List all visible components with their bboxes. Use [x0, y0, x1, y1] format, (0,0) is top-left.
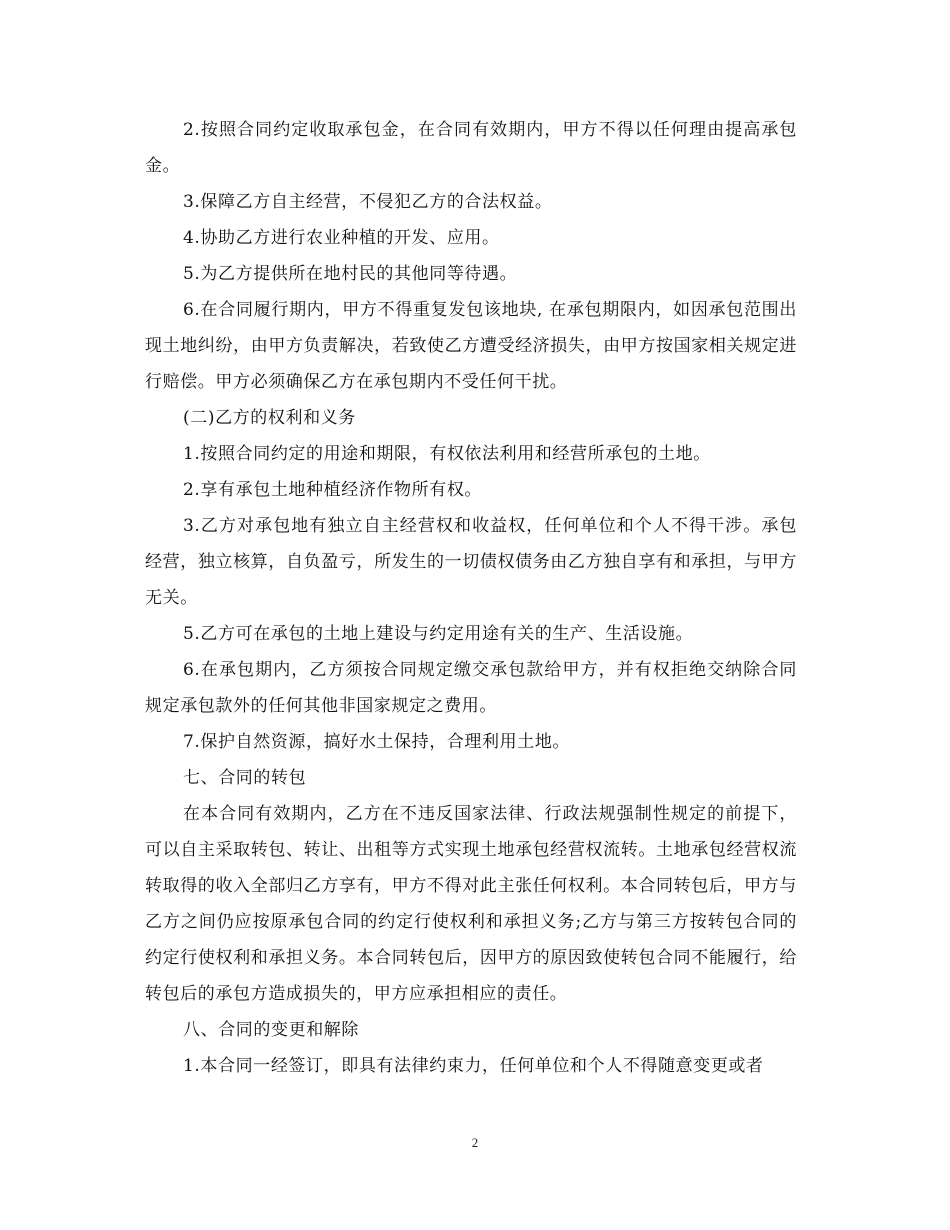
section-heading-tenant-rights: (二)乙方的权利和义务 — [183, 408, 356, 428]
paragraph-landlord-right-5: 5.为乙方提供所在地村民的其他同等待遇。 — [183, 264, 518, 284]
section-heading-change-termination: 八、合同的变更和解除 — [183, 1020, 359, 1040]
paragraph-landlord-right-2: 2.按照合同约定收取承包金，在合同有效期内，甲方不得以任何理由提高承包金。 — [145, 120, 797, 176]
paragraph-tenant-right-7: 7.保护自然资源，搞好水土保持，合理利用土地。 — [183, 732, 571, 752]
paragraph-tenant-right-3: 3.乙方对承包地有独立自主经营权和收益权，任何单位和个人不得干涉。承包经营，独立核算，自负盈亏，所发生的一切债权债务由乙方独自享有和承担，与甲方无关。 — [145, 516, 797, 608]
paragraph-subcontract-body: 在本合同有效期内，乙方在不违反国家法律、行政法规强制性规定的前提下，可以自主采取转包、转让、出租等方式实现土地承包经营权流转。土地承包经营权流转取得的收入全部归乙方享有，甲方不得对此主张任何权利。本合同转包后，甲方与乙方之间仍应按原承包合同的约定行使权利和承担义务;乙方与第三方按转包合同的约定行使权利和承担义务。本合同转包后，因甲方的原因致使转包合同不能履行，给转包后的承包方造成损失的，甲方应承担相应的责任。 — [145, 804, 797, 1004]
document-body — [145, 112, 797, 1084]
section-heading-subcontract: 七、合同的转包 — [183, 768, 307, 788]
paragraph-tenant-right-6: 6.在承包期内，乙方须按合同规定缴交承包款给甲方，并有权拒绝交纳除合同规定承包款外的任何其他非国家规定之费用。 — [145, 660, 797, 716]
paragraph-tenant-right-2: 2.享有承包土地种植经济作物所有权。 — [183, 480, 483, 500]
paragraph-tenant-right-5: 5.乙方可在承包的土地上建设与约定用途有关的生产、生活设施。 — [183, 624, 694, 644]
paragraph-landlord-right-6: 6.在合同履行期内，甲方不得重复发包该地块, 在承包期限内，如因承包范围出现土地纠纷，由甲方负责解决，若致使乙方遭受经济损失，由甲方按国家相关规定进行赔偿。甲方必须确保乙方在承包期内不受任何干扰。 — [145, 300, 797, 392]
paragraph-landlord-right-4: 4.协助乙方进行农业种植的开发、应用。 — [183, 228, 500, 248]
paragraph-tenant-right-1: 1.按照合同约定的用途和期限，有权依法利用和经营所承包的土地。 — [183, 444, 711, 464]
page-number: 2 — [471, 1135, 479, 1150]
paragraph-landlord-right-3: 3.保障乙方自主经营，不侵犯乙方的合法权益。 — [183, 192, 553, 212]
paragraph-change-termination-1: 1.本合同一经签订，即具有法律约束力，任何单位和个人不得随意变更或者 — [183, 1056, 764, 1076]
